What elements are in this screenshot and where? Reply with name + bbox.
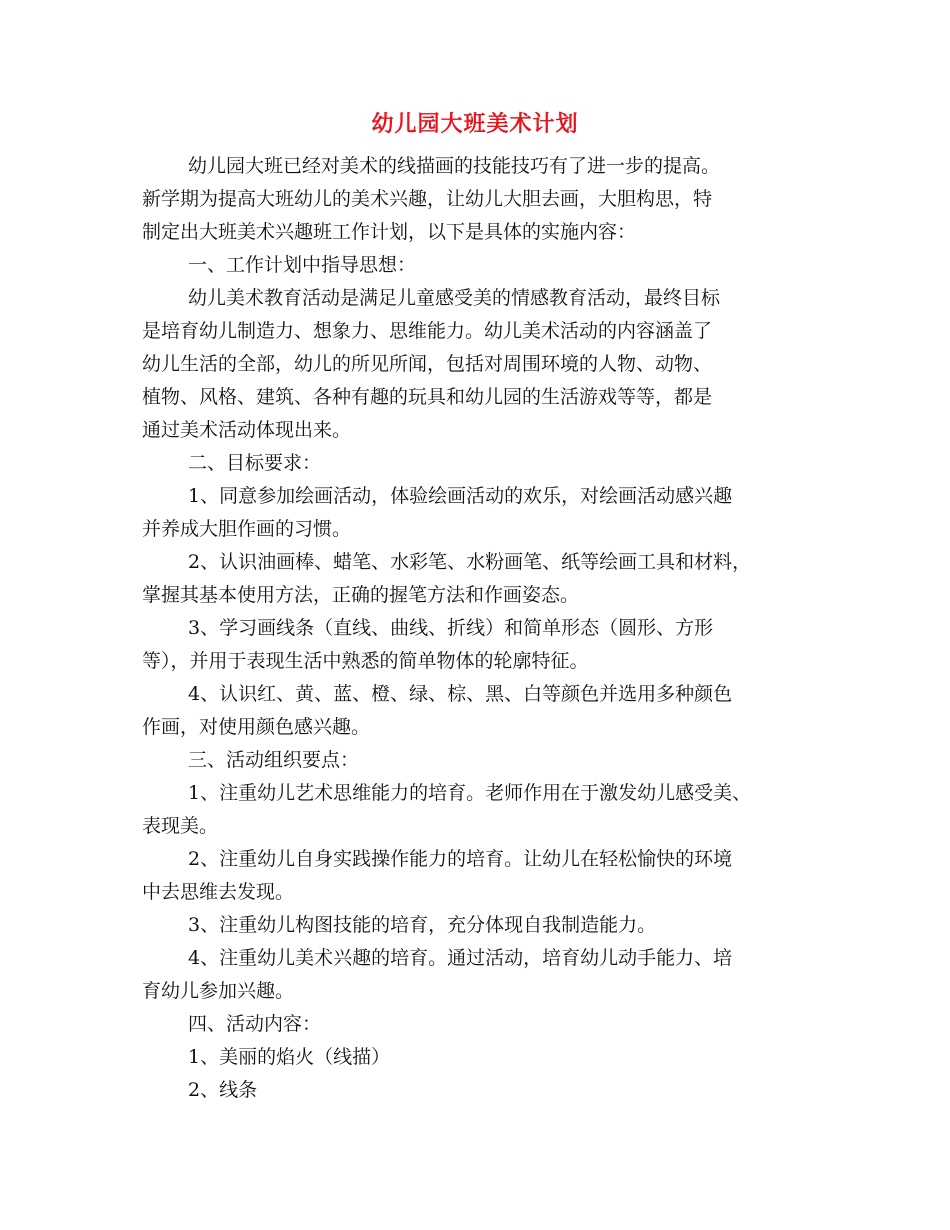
text-line: 植物、风格、建筑、各种有趣的玩具和幼儿园的生活游戏等等，都是 (142, 386, 713, 408)
text-line: 新学期为提高大班幼儿的美术兴趣，让幼儿大胆去画，大胆构思，特 (142, 188, 713, 210)
text-line: 幼儿生活的全部，幼儿的所见所闻，包括对周围环境的人物、动物、 (142, 353, 713, 375)
text-line: 3、注重幼儿构图技能的培育，充分体现自我制造能力。 (188, 914, 657, 936)
text-line: 幼儿美术教育活动是满足儿童感受美的情感教育活动，最终目标 (188, 287, 721, 309)
text-line: 2、线条 (188, 1079, 258, 1101)
text-line: 三、活动组织要点： (188, 749, 360, 771)
text-line: 一、工作计划中指导思想： (188, 254, 417, 276)
text-line: 作画，对使用颜色感兴趣。 (142, 716, 371, 738)
text-line: 4、注重幼儿美术兴趣的培育。通过活动，培育幼儿动手能力、培 (188, 947, 733, 969)
text-line: 2、注重幼儿自身实践操作能力的培育。让幼儿在轻松愉快的环境 (188, 848, 733, 870)
text-line: 表现美。 (142, 815, 219, 837)
text-line: 制定出大班美术兴趣班工作计划，以下是具体的实施内容： (142, 221, 637, 243)
text-line: 2、认识油画棒、蜡笔、水彩笔、水粉画笔、纸等绘画工具和材料， (188, 551, 752, 573)
text-line: 并养成大胆作画的习惯。 (142, 518, 352, 540)
text-line: 二、目标要求： (188, 452, 322, 474)
text-line: 等），并用于表现生活中熟悉的简单物体的轮廓特征。 (142, 650, 589, 672)
text-line: 1、同意参加绘画活动，体验绘画活动的欢乐，对绘画活动感兴趣 (188, 485, 733, 507)
text-line: 是培育幼儿制造力、想象力、思维能力。幼儿美术活动的内容涵盖了 (142, 320, 713, 342)
text-line: 掌握其基本使用方法，正确的握笔方法和作画姿态。 (142, 584, 580, 606)
text-line: 4、认识红、黄、蓝、橙、绿、棕、黑、白等颜色并选用多种颜色 (188, 683, 733, 705)
text-line: 中去思维去发现。 (142, 881, 295, 903)
document-title: 幼儿园大班美术计划 (371, 112, 579, 137)
text-line: 1、注重幼儿艺术思维能力的培育。老师作用在于激发幼儿感受美、 (188, 782, 752, 804)
text-line: 通过美术活动体现出来。 (142, 419, 352, 441)
text-line: 育幼儿参加兴趣。 (142, 980, 295, 1002)
text-line: 幼儿园大班已经对美术的线描画的技能技巧有了进一步的提高。 (188, 155, 721, 177)
text-line: 四、活动内容： (188, 1013, 322, 1035)
document-body (142, 150, 832, 1107)
text-line: 1、美丽的焰火（线描） (188, 1046, 391, 1068)
text-line: 3、学习画线条（直线、曲线、折线）和简单形态（圆形、方形 (188, 617, 714, 639)
